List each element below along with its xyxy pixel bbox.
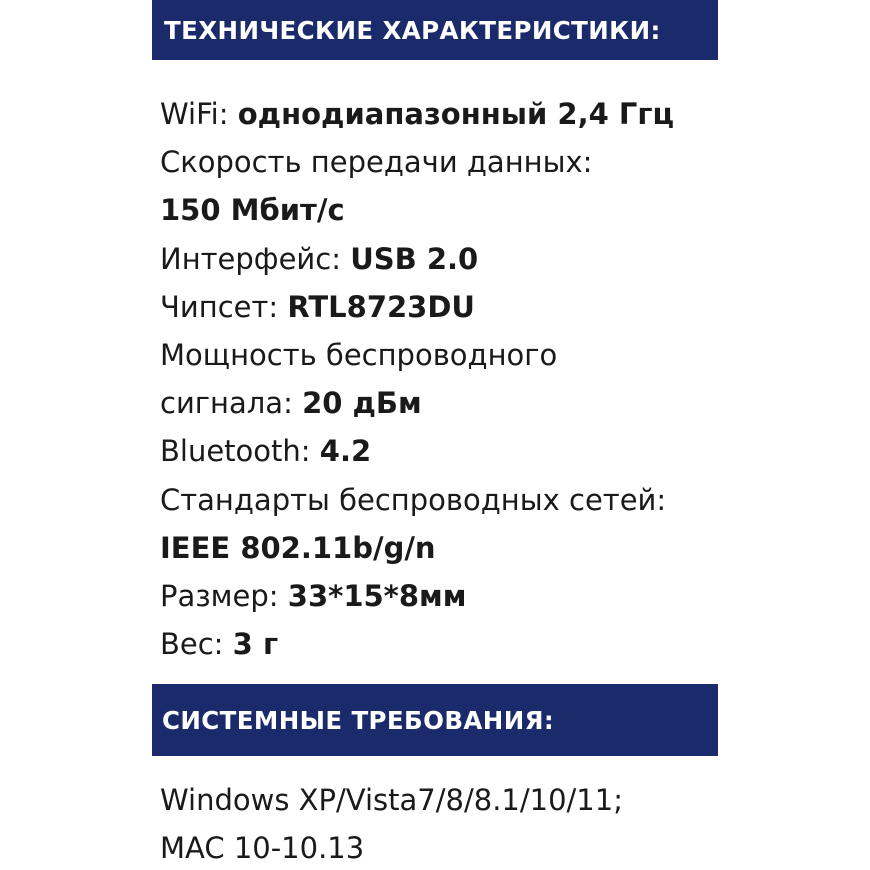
spec-speed-value: 150 Мбит/с	[160, 193, 345, 228]
spec-interface	[160, 235, 860, 283]
spec-interface-value: USB 2.0	[350, 241, 479, 276]
spec-chipset-label: Чипсет:	[160, 289, 288, 324]
spec-wifi	[160, 90, 860, 138]
spec-interface-label: Интерфейс:	[160, 241, 351, 276]
requirements-list	[160, 776, 860, 870]
specs-list	[160, 90, 860, 668]
requirements-os-text-2: MAC 10-10.13	[160, 831, 365, 865]
spec-size-label: Размер:	[160, 578, 288, 613]
spec-power-value: 20 дБм	[302, 386, 422, 421]
spec-size-value: 33*15*8мм	[287, 578, 467, 613]
spec-size	[160, 572, 860, 620]
specs-header-title: ТЕХНИЧЕСКИЕ ХАРАКТЕРИСТИКИ:	[164, 15, 661, 45]
requirements-os-line-1	[160, 776, 860, 824]
spec-wifi-label: WiFi:	[160, 97, 238, 131]
spec-speed-value-line	[160, 186, 860, 234]
spec-weight-value: 3 г	[232, 627, 279, 662]
requirements-os-line-2	[160, 824, 860, 870]
spec-wifi-value: однодиапазонный 2,4 Ггц	[237, 97, 675, 131]
spec-power-label-line	[160, 331, 860, 379]
spec-standards-value: IEEE 802.11b/g/n	[160, 530, 436, 565]
spec-speed-label-line	[160, 138, 860, 186]
spec-chipset	[160, 283, 860, 331]
spec-power-label-2: сигнала:	[160, 386, 303, 421]
spec-speed-label: Скорость передачи данных:	[160, 145, 593, 180]
spec-standards-label-line	[160, 476, 860, 524]
spec-power	[160, 379, 860, 427]
spec-standards-value-line	[160, 524, 860, 572]
spec-power-label-1: Мощность беспроводного	[160, 337, 558, 372]
spec-chipset-value: RTL8723DU	[287, 289, 475, 324]
spec-bluetooth	[160, 427, 860, 475]
spec-standards-label: Стандарты беспроводных сетей:	[160, 482, 667, 517]
requirements-header-banner	[152, 684, 718, 756]
spec-weight	[160, 620, 860, 668]
requirements-os-text-1: Windows XP/Vista7/8/8.1/10/11;	[160, 783, 623, 817]
requirements-header-title: СИСТЕМНЫЕ ТРЕБОВАНИЯ:	[162, 705, 555, 735]
spec-bluetooth-value: 4.2	[319, 434, 372, 469]
spec-bluetooth-label: Bluetooth:	[160, 434, 320, 469]
specs-header-banner	[152, 0, 718, 60]
spec-weight-label: Вес:	[160, 627, 233, 662]
